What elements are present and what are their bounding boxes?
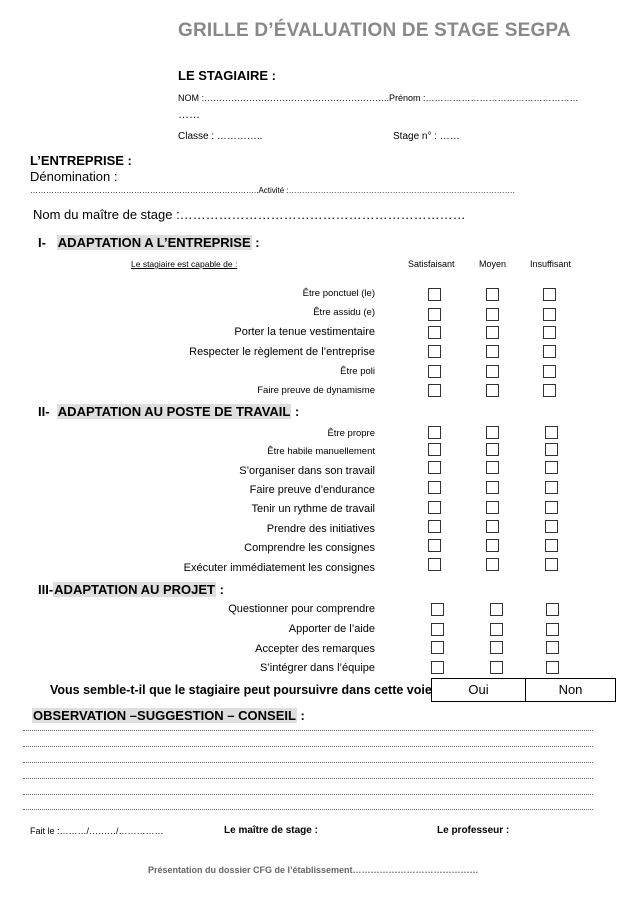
observation-line[interactable] xyxy=(23,778,593,779)
observation-line[interactable] xyxy=(23,809,593,810)
criterion-row xyxy=(150,385,375,405)
section-2-title: ADAPTATION AU POSTE DE TRAVAIL xyxy=(57,404,291,419)
criterion-label: Exécuter immédiatement les consignes xyxy=(183,562,375,574)
checkbox-insuffisant[interactable] xyxy=(545,426,558,439)
criterion-label: S’intégrer dans l’équipe xyxy=(260,662,375,674)
criterion-row xyxy=(150,446,375,466)
criterion-row xyxy=(150,623,375,643)
criterion-label: Comprendre les consignes xyxy=(244,542,375,554)
checkbox-moyen[interactable] xyxy=(486,384,499,397)
section-1-heading xyxy=(38,235,260,250)
checkbox-satisfaisant[interactable] xyxy=(428,365,441,378)
answer-oui-cell[interactable]: Oui xyxy=(431,678,526,702)
observation-heading xyxy=(32,708,305,723)
criterion-label: S’organiser dans son travail xyxy=(239,465,375,477)
checkbox-satisfaisant[interactable] xyxy=(431,641,444,654)
section-3-title: ADAPTATION AU PROJET xyxy=(54,582,215,597)
criterion-row xyxy=(150,428,375,448)
checkbox-satisfaisant[interactable] xyxy=(428,481,441,494)
observation-line[interactable] xyxy=(23,794,593,795)
criterion-label: Prendre des initiatives xyxy=(266,523,375,535)
criterion-row xyxy=(150,366,375,386)
stage-number-field[interactable]: Stage n° : …… xyxy=(393,131,460,142)
criterion-row xyxy=(150,643,375,663)
checkbox-satisfaisant[interactable] xyxy=(428,501,441,514)
maitre-stage-field[interactable]: Nom du maître de stage :………………………………………………………… xyxy=(33,207,466,222)
section-2-heading xyxy=(38,404,299,419)
criterion-row xyxy=(150,562,375,582)
checkbox-insuffisant[interactable] xyxy=(543,384,556,397)
checkbox-moyen[interactable] xyxy=(486,345,499,358)
observation-line[interactable] xyxy=(23,730,593,731)
checkbox-insuffisant[interactable] xyxy=(543,308,556,321)
checkbox-insuffisant[interactable] xyxy=(545,539,558,552)
professeur-signature-label: Le professeur : xyxy=(437,825,510,836)
section-1-number: I- xyxy=(38,235,46,250)
nom-continuation: …… xyxy=(178,109,200,121)
criterion-label: Être poli xyxy=(340,366,375,377)
section-3-heading xyxy=(38,582,224,597)
presentation-footer: Présentation du dossier CFG de l’établissement…………………………………… xyxy=(148,865,479,875)
criterion-row xyxy=(150,542,375,562)
criterion-label: Être assidu (e) xyxy=(313,307,375,318)
checkbox-satisfaisant[interactable] xyxy=(431,661,444,674)
capable-label: Le stagiaire est capable de : xyxy=(131,259,238,269)
checkbox-moyen[interactable] xyxy=(490,623,503,636)
criterion-label: Respecter le règlement de l’entreprise xyxy=(189,346,375,358)
checkbox-insuffisant[interactable] xyxy=(545,520,558,533)
checkbox-moyen[interactable] xyxy=(486,326,499,339)
checkbox-moyen[interactable] xyxy=(486,539,499,552)
checkbox-insuffisant[interactable] xyxy=(545,481,558,494)
section-3-suffix: : xyxy=(216,582,224,597)
section-1-suffix: : xyxy=(251,235,260,250)
checkbox-satisfaisant[interactable] xyxy=(428,308,441,321)
stagiaire-heading: LE STAGIAIRE : xyxy=(178,68,276,83)
criterion-label: Faire preuve d’endurance xyxy=(249,484,375,496)
checkbox-satisfaisant[interactable] xyxy=(428,520,441,533)
criterion-row xyxy=(150,484,375,504)
criterion-label: Faire preuve de dynamisme xyxy=(257,385,375,396)
criterion-label: Tenir un rythme de travail xyxy=(251,503,375,515)
checkbox-satisfaisant[interactable] xyxy=(428,443,441,456)
criterion-label: Questionner pour comprendre xyxy=(228,603,375,615)
checkbox-moyen[interactable] xyxy=(486,426,499,439)
checkbox-insuffisant[interactable] xyxy=(545,461,558,474)
criterion-label: Apporter de l’aide xyxy=(288,623,375,635)
observation-suffix: : xyxy=(296,708,305,723)
criterion-row xyxy=(150,523,375,543)
criterion-row xyxy=(150,346,375,366)
checkbox-moyen[interactable] xyxy=(486,501,499,514)
checkbox-insuffisant[interactable] xyxy=(545,443,558,456)
observation-line[interactable] xyxy=(23,746,593,747)
continuation-question: Vous semble-t-il que le stagiaire peut poursuivre dans cette voie xyxy=(50,683,432,697)
checkbox-insuffisant[interactable] xyxy=(546,603,559,616)
checkbox-satisfaisant[interactable] xyxy=(428,426,441,439)
activite-field[interactable]: …………………………………………………………………………..Activité :…………………………………………………………………………. xyxy=(30,186,515,195)
checkbox-moyen[interactable] xyxy=(486,558,499,571)
observation-line[interactable] xyxy=(23,762,593,763)
checkbox-insuffisant[interactable] xyxy=(543,365,556,378)
checkbox-moyen[interactable] xyxy=(486,520,499,533)
checkbox-moyen[interactable] xyxy=(486,481,499,494)
criterion-row xyxy=(150,503,375,523)
checkbox-insuffisant[interactable] xyxy=(543,288,556,301)
checkbox-moyen[interactable] xyxy=(486,461,499,474)
checkbox-satisfaisant[interactable] xyxy=(431,603,444,616)
criterion-row xyxy=(150,465,375,485)
checkbox-insuffisant[interactable] xyxy=(543,326,556,339)
checkbox-satisfaisant[interactable] xyxy=(428,461,441,474)
checkbox-insuffisant[interactable] xyxy=(546,661,559,674)
answer-non-cell[interactable]: Non xyxy=(525,678,616,702)
checkbox-satisfaisant[interactable] xyxy=(431,623,444,636)
checkbox-satisfaisant[interactable] xyxy=(428,384,441,397)
entreprise-heading: L’ENTREPRISE : xyxy=(30,153,132,168)
nom-prenom-field[interactable]: NOM :……………………………………………………..Prénom :…………………………………………… xyxy=(178,93,579,103)
observation-title: OBSERVATION –SUGGESTION – CONSEIL xyxy=(33,708,296,723)
col-moyen: Moyen xyxy=(479,259,507,269)
denomination-label: Dénomination : xyxy=(30,169,118,184)
checkbox-insuffisant[interactable] xyxy=(545,501,558,514)
checkbox-satisfaisant[interactable] xyxy=(428,558,441,571)
checkbox-moyen[interactable] xyxy=(486,288,499,301)
criterion-row xyxy=(150,603,375,623)
checkbox-insuffisant[interactable] xyxy=(545,558,558,571)
section-3-number: III- xyxy=(38,582,54,597)
checkbox-satisfaisant[interactable] xyxy=(428,288,441,301)
checkbox-satisfaisant[interactable] xyxy=(428,345,441,358)
criterion-label: Porter la tenue vestimentaire xyxy=(234,326,375,338)
checkbox-insuffisant[interactable] xyxy=(546,641,559,654)
section-2-suffix: : xyxy=(291,404,300,419)
checkbox-moyen[interactable] xyxy=(490,661,503,674)
criterion-row xyxy=(150,288,375,308)
checkbox-moyen[interactable] xyxy=(490,603,503,616)
col-insuffisant: Insuffisant xyxy=(530,259,571,269)
checkbox-insuffisant[interactable] xyxy=(546,623,559,636)
date-field[interactable]: Fait le :………/………/…………… xyxy=(30,826,164,836)
criterion-row xyxy=(150,326,375,346)
criterion-label: Accepter des remarques xyxy=(255,643,375,655)
col-satisfaisant: Satisfaisant xyxy=(408,259,455,269)
criterion-label: Être habile manuellement xyxy=(267,446,375,457)
criterion-row xyxy=(150,307,375,327)
criterion-label: Être propre xyxy=(327,428,375,439)
checkbox-insuffisant[interactable] xyxy=(543,345,556,358)
criterion-row xyxy=(150,662,375,682)
classe-field[interactable]: Classe : ………….. xyxy=(178,131,263,142)
checkbox-moyen[interactable] xyxy=(490,641,503,654)
checkbox-satisfaisant[interactable] xyxy=(428,326,441,339)
checkbox-moyen[interactable] xyxy=(486,365,499,378)
section-2-number: II- xyxy=(38,404,50,419)
maitre-signature-label: Le maître de stage : xyxy=(224,825,318,836)
criterion-label: Être ponctuel (le) xyxy=(302,288,375,299)
page-title: GRILLE D’ÉVALUATION DE STAGE SEGPA xyxy=(178,20,571,41)
checkbox-moyen[interactable] xyxy=(486,443,499,456)
checkbox-satisfaisant[interactable] xyxy=(428,539,441,552)
section-1-title: ADAPTATION A L’ENTREPRISE xyxy=(57,235,251,250)
checkbox-moyen[interactable] xyxy=(486,308,499,321)
